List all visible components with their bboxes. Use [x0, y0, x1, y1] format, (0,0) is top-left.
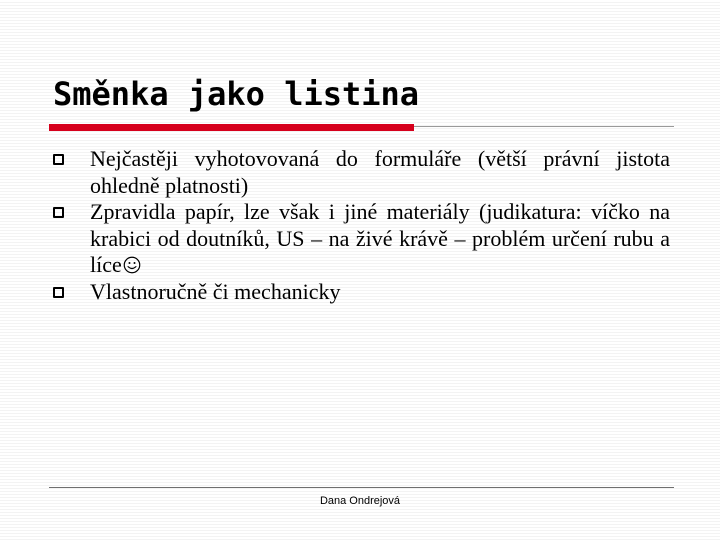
title-underline-divider — [414, 126, 674, 127]
title-underline-accent — [49, 124, 414, 131]
bullet-item — [50, 146, 670, 199]
hollow-square-bullet-icon — [53, 207, 64, 218]
bullet-text: Nejčastěji vyhotovovaná do formuláře (větší právní jistota ohledně platnosti) — [90, 146, 670, 198]
footer-author: Dana Ondrejová — [319, 495, 401, 507]
bullet-text: Vlastnoručně či mechanicky — [90, 278, 341, 304]
hollow-square-bullet-icon — [53, 287, 64, 298]
hollow-square-bullet-icon — [53, 154, 64, 165]
bullet-item — [50, 199, 670, 279]
footer-divider — [49, 487, 674, 488]
bullet-text: Zpravidla papír, lze však i jiné materiály (judikatura: víčko na krabici od doutníků, US – na živé krávě – problém určení rubu a líce — [90, 199, 670, 277]
bullet-item — [50, 279, 670, 306]
smiley-icon — [123, 256, 141, 274]
bullet-list — [50, 146, 670, 305]
slide-title: Směnka jako listina — [53, 75, 420, 113]
